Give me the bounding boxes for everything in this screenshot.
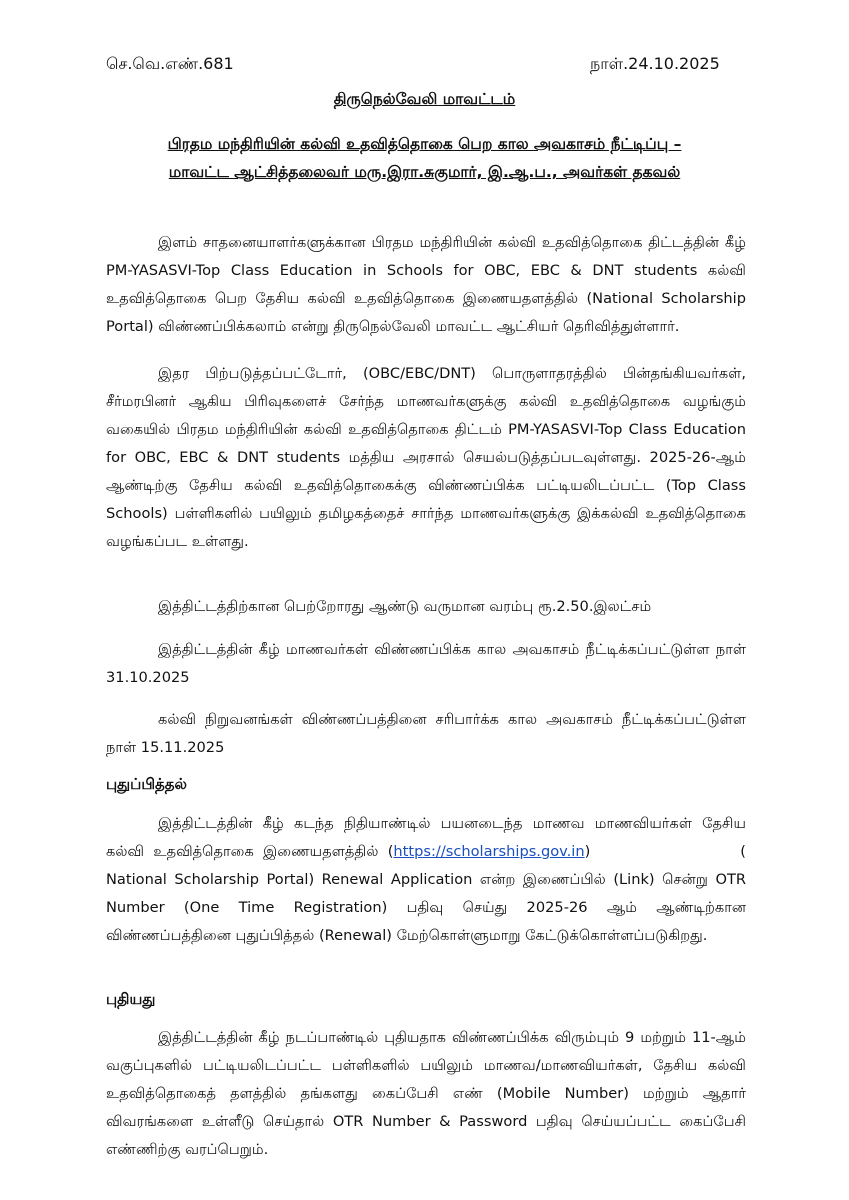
reference-number: செ.வெ.எண்.681 xyxy=(106,54,234,73)
renewal-heading: புதுப்பித்தல் xyxy=(106,775,188,793)
district-title: திருநெல்வேலி மாவட்டம் xyxy=(333,90,516,108)
subject-line-1: பிரதம மந்திரியின் கல்வி உதவித்தொகை பெற கால அவகாசம் நீட்டிப்பு – xyxy=(167,135,682,153)
paragraph-new-applicants: இத்திட்டத்தின் கீழ் நடப்பாண்டில் புதியதாக விண்ணப்பிக்க விரும்பும் 9 மற்றும் 11-ஆம் வகுப்புகளில் பட்டியலிடப்பட்ட பள்ளிகளில் பயிலும் மாணவ/மாணவியர்கள், தேசிய கல்வி உதவித்தொகைத் தளத்தில் தங்களது கைப்பேசி எண் (Mobile Number) மற்றும் ஆதார் விவரங்களை உள்ளீடு செய்தால் OTR Number & Password பதிவு செய்யப்பட்ட கைப்பேசி எண்ணிற்கு வரப்பெறும். xyxy=(106,1029,746,1158)
renewal-text-c: ( National Scholarship Portal) Renewal Application என்ற இணைப்பில் (Link) சென்று OTR Number (One Time Registration) பதிவு செய்து 2025-26 ஆம் ஆண்டிற்கான விண்ணப்பத்தினை புதுப்பித்தல் (Renewal) மேற்கொள்ளுமாறு கேட்டுக்கொள்ளப்படுகிறது. xyxy=(106,843,746,944)
subject-line-2: மாவட்ட ஆட்சித்தலைவர் மரு.இரா.சுகுமார், இ.ஆ.ப., அவர்கள் தகவல் xyxy=(168,163,681,181)
renewal-text-b: ) xyxy=(584,843,591,860)
paragraph-renewal xyxy=(106,810,746,950)
paragraph-scheme-details: இதர பிற்படுத்தப்பட்டோர், (OBC/EBC/DNT) பொருளாதரத்தில் பின்தங்கியவர்கள், சீர்மரபினர் ஆகிய பிரிவுகளைச் சேர்ந்த மாணவர்களுக்கு கல்வி உதவித்தொகை வழங்கும் வகையில் பிரதம மந்திரியின் கல்வி உதவித்தொகை திட்டம் PM-YASASVI-Top Class Education for OBC, EBC & DNT students மத்திய அரசால் செயல்படுத்தப்படவுள்ளது. 2025-26-ஆம் ஆண்டிற்கு தேசிய கல்வி உதவித்தொகைக்கு விண்ணப்பிக்க பட்டியலிடப்பட்ட (Top Class Schools) பள்ளிகளில் பயிலும் தமிழகத்தைச் சார்ந்த மாணவர்களுக்கு இக்கல்வி உதவித்தொகை வழங்கப்பட உள்ளது. xyxy=(106,365,746,550)
paragraph-income-limit: இத்திட்டத்திற்கான பெற்றோரது ஆண்டு வருமான வரம்பு ரூ.2.50.இலட்சம் xyxy=(158,598,652,615)
new-applicant-heading: புதியது xyxy=(106,990,156,1008)
scholarship-portal-link[interactable]: https://scholarships.gov.in xyxy=(393,843,585,860)
release-date: நாள்.24.10.2025 xyxy=(590,54,720,73)
paragraph-intro: இளம் சாதனையாளர்களுக்கான பிரதம மந்திரியின் கல்வி உதவித்தொகை திட்டத்தின் கீழ் PM-YASASVI-Top Class Education in Schools for OBC, EBC & DNT students கல்வி உதவித்தொகை பெற தேசிய கல்வி உதவித்தொகை இணையதளத்தில் (National Scholarship Portal) விண்ணப்பிக்கலாம் என்று திருநெல்வேலி மாவட்ட ஆட்சியர் தெரிவித்துள்ளார். xyxy=(106,234,746,335)
paragraph-institution-deadline: கல்வி நிறுவனங்கள் விண்ணப்பத்தினை சரிபார்க்க கால அவகாசம் நீட்டிக்கப்பட்டுள்ள நாள் 15.11.2025 xyxy=(106,711,746,756)
paragraph-student-deadline: இத்திட்டத்தின் கீழ் மாணவர்கள் விண்ணப்பிக்க கால அவகாசம் நீட்டிக்கப்பட்டுள்ள நாள் 31.10.2025 xyxy=(106,641,746,686)
renewal-text-a: இத்திட்டத்தின் கீழ் கடந்த நிதியாண்டில் பயனடைந்த மாணவ மாணவியர்கள் தேசிய கல்வி உதவித்தொகை இணையதளத்தில் ( xyxy=(106,815,746,860)
